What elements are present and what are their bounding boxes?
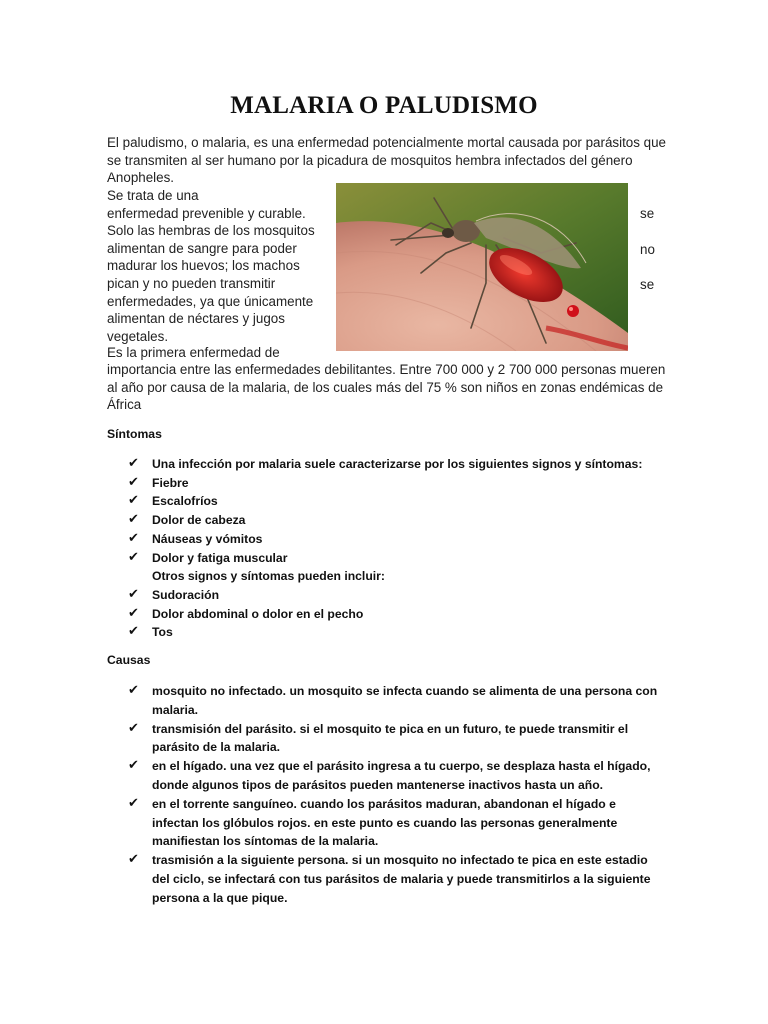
list-item: ✔ trasmisión a la siguiente persona. si un mosquito no infectado te pica en este estadio del ciclo, se infectará con tus parásitos de malaria y puede transmitirlos a la siguiente persona a la que pique.: [128, 852, 651, 905]
list-item: ✔ Fiebre: [128, 474, 668, 493]
wrap-line: vegetales.: [107, 328, 169, 344]
list-item: ✔ mosquito no infectado. un mosquito se infecta cuando se alimenta de una persona con malaria.: [128, 683, 658, 717]
wrap-line: madurar los huevos; los machos: [107, 258, 300, 274]
list-item: ✔ Dolor y fatiga muscular: [128, 549, 668, 568]
sintomas-list: [128, 455, 668, 642]
checkmark-icon: ✔: [128, 586, 139, 602]
wrap-line: alimentan de sangre para poder: [107, 240, 297, 256]
list-item-subheading: Otros signos y síntomas pueden incluir:: [152, 569, 385, 584]
list-item: ✔ Tos: [128, 623, 668, 642]
intro-paragraph: El paludismo, o malaria, es una enfermedad potencialmente mortal causada por parásitos que se transmiten al ser humano por la picadura de mosquitos hembra infectados del género Anopheles.: [107, 135, 667, 186]
wrap-right-word: no: [640, 242, 655, 257]
checkmark-icon: ✔: [128, 795, 139, 811]
wrap-line: enfermedades, ya que únicamente: [107, 293, 314, 309]
checkmark-icon: ✔: [128, 624, 139, 640]
list-item: ✔ Escalofríos: [128, 492, 668, 511]
wrap-line: alimentan de néctares y jugos: [107, 311, 285, 327]
checkmark-icon: ✔: [128, 456, 139, 471]
checkmark-icon: ✔: [128, 852, 139, 868]
wrap-line: Se trata de una: [107, 188, 199, 203]
checkmark-icon: ✔: [128, 512, 139, 528]
checkmark-icon: ✔: [128, 720, 139, 736]
page-title: MALARIA O PALUDISMO: [230, 92, 538, 119]
wrap-right-word: se: [640, 277, 655, 292]
list-item: ✔ Dolor de cabeza: [128, 511, 668, 530]
paragraph-2-first-line: Es la primera enfermedad de: [107, 345, 280, 360]
causas-heading: Causas: [107, 653, 151, 667]
checkmark-icon: ✔: [128, 474, 139, 490]
list-item: ✔ en el hígado. una vez que el parásito ingresa a tu cuerpo, se desplaza hasta el hígado, donde algunos tipos de parásitos pueden mantenerse inactivos hasta un año.: [128, 758, 651, 792]
wrapped-text-left: [107, 187, 329, 345]
wrap-line: Solo las hembras de los mosquitos: [107, 223, 315, 239]
wrap-right-word: se: [640, 206, 655, 221]
mosquito-photo: [336, 183, 628, 351]
causas-list: [128, 682, 658, 908]
wrap-line: enfermedad prevenible y curable.: [107, 205, 306, 221]
checkmark-icon: ✔: [128, 605, 139, 621]
list-item: ✔ Náuseas y vómitos: [128, 530, 668, 549]
paragraph-2: importancia entre las enfermedades debilitantes. Entre 700 000 y 2 700 000 personas mueren al año por causa de la malaria, de los cuales más del 75 % son niños en zonas endémicas de África: [107, 362, 666, 413]
wrap-line: pican y no pueden transmitir: [107, 275, 276, 291]
checkmark-icon: ✔: [128, 683, 139, 698]
checkmark-icon: ✔: [128, 530, 139, 546]
checkmark-icon: ✔: [128, 549, 139, 565]
list-item: ✔ Una infección por malaria suele caracterizarse por los siguientes signos y síntomas:: [128, 455, 668, 474]
sintomas-heading: Síntomas: [107, 427, 162, 441]
checkmark-icon: ✔: [128, 758, 139, 774]
list-item: ✔ Sudoración: [128, 586, 668, 605]
list-item: ✔ Dolor abdominal o dolor en el pecho: [128, 605, 668, 624]
list-item: ✔ en el torrente sanguíneo. cuando los parásitos maduran, abandonan el hígado e infectan los glóbulos rojos. en este punto es cuando las personas generalmente manifiestan los síntomas de la malaria.: [128, 795, 618, 849]
checkmark-icon: ✔: [128, 493, 139, 509]
list-item: ✔ transmisión del parásito. si el mosquito te pica en un futuro, te puede transmitir el parásito de la malaria.: [128, 720, 629, 755]
